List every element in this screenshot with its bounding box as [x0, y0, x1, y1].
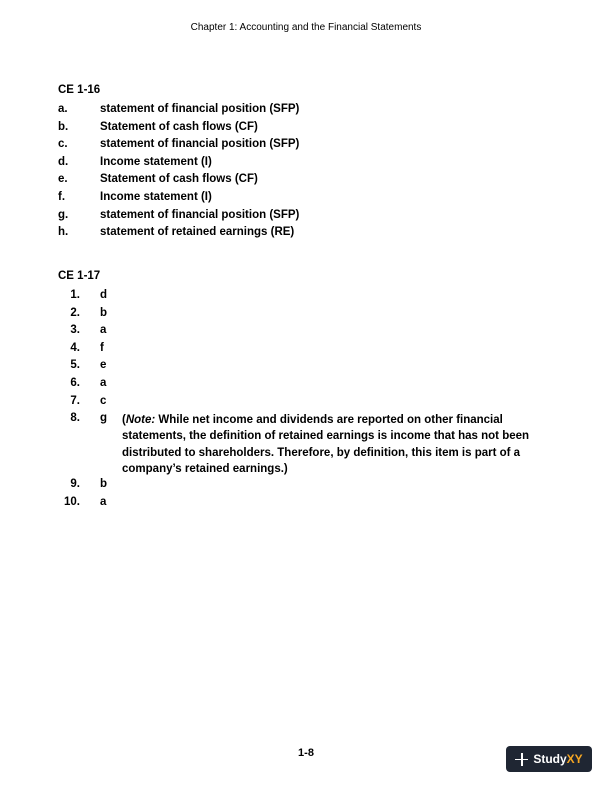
ce17-note	[122, 412, 552, 478]
page-header: Chapter 1: Accounting and the Financial Statements	[190, 22, 422, 33]
ce17-answer: b	[100, 306, 108, 319]
studyxy-logo[interactable]	[506, 746, 592, 772]
ce16-row	[58, 136, 299, 154]
ce17-number: 10.	[64, 495, 80, 508]
ce16-row	[58, 154, 212, 172]
ce16-letter: a.	[58, 103, 68, 115]
ce17-answer: b	[100, 478, 108, 490]
ce16-letter: c.	[58, 138, 68, 151]
ce17-answer: a	[100, 377, 107, 389]
ce16-text: Income statement (I)	[100, 191, 212, 203]
ce16-row	[58, 101, 299, 119]
ce17-answer: d	[100, 289, 108, 301]
ce16-text: Income statement (I)	[100, 155, 212, 168]
ce16-text: statement of financial position (SFP)	[100, 208, 300, 221]
ce17-title: CE 1-17	[58, 270, 101, 282]
plus-icon	[515, 753, 528, 766]
ce17-number: 8.	[70, 412, 80, 425]
note-label: Note:	[125, 413, 156, 426]
ce16-letter: f.	[58, 191, 66, 203]
ce17-number: 7.	[70, 394, 80, 407]
ce17-answer: f	[100, 341, 104, 354]
ce17-answer: a	[100, 324, 107, 337]
brand-main: Study	[533, 752, 567, 766]
ce17-number: 4.	[70, 341, 80, 354]
ce17-number: 1.	[70, 289, 80, 301]
ce17-answer: a	[100, 495, 107, 508]
ce16-text: Statement of cash flows (CF)	[100, 173, 258, 186]
ce16-text: Statement of cash flows (CF)	[100, 120, 258, 133]
ce16-title: CE 1-16	[58, 84, 101, 96]
ce16-letter: g.	[58, 208, 69, 221]
ce16-row	[58, 171, 258, 189]
ce16-letter: d.	[58, 155, 69, 168]
ce16-letter: b.	[58, 120, 69, 133]
ce16-text: statement of financial position (SFP)	[100, 138, 300, 151]
ce16-letter: e.	[58, 173, 68, 186]
ce16-row	[58, 224, 294, 242]
page-number: 1-8	[298, 747, 314, 759]
ce17-number: 6.	[70, 377, 80, 389]
ce17-answer: g	[100, 412, 108, 425]
note-open-paren: (	[122, 413, 126, 426]
ce16-text: statement of financial position (SFP)	[100, 103, 300, 115]
ce17-number: 9.	[70, 478, 80, 490]
note-text: While net income and dividends are reported on other financial statements, the definition of retained earnings is income that has not been distributed to shareholders. Therefore, by definition, this item is part of a company’s retained earnings.)	[122, 413, 530, 476]
ce17-number: 3.	[70, 324, 80, 337]
ce16-row	[58, 207, 299, 225]
ce17-number: 5.	[70, 359, 80, 372]
ce17-answer: c	[100, 394, 107, 407]
ce16-row	[58, 119, 258, 137]
brand-accent: XY	[566, 752, 583, 766]
ce17-answer: e	[100, 359, 107, 372]
ce16-letter: h.	[58, 226, 69, 239]
ce16-row	[58, 189, 212, 207]
ce16-text: statement of retained earnings (RE)	[100, 226, 295, 239]
ce17-number: 2.	[70, 306, 80, 319]
